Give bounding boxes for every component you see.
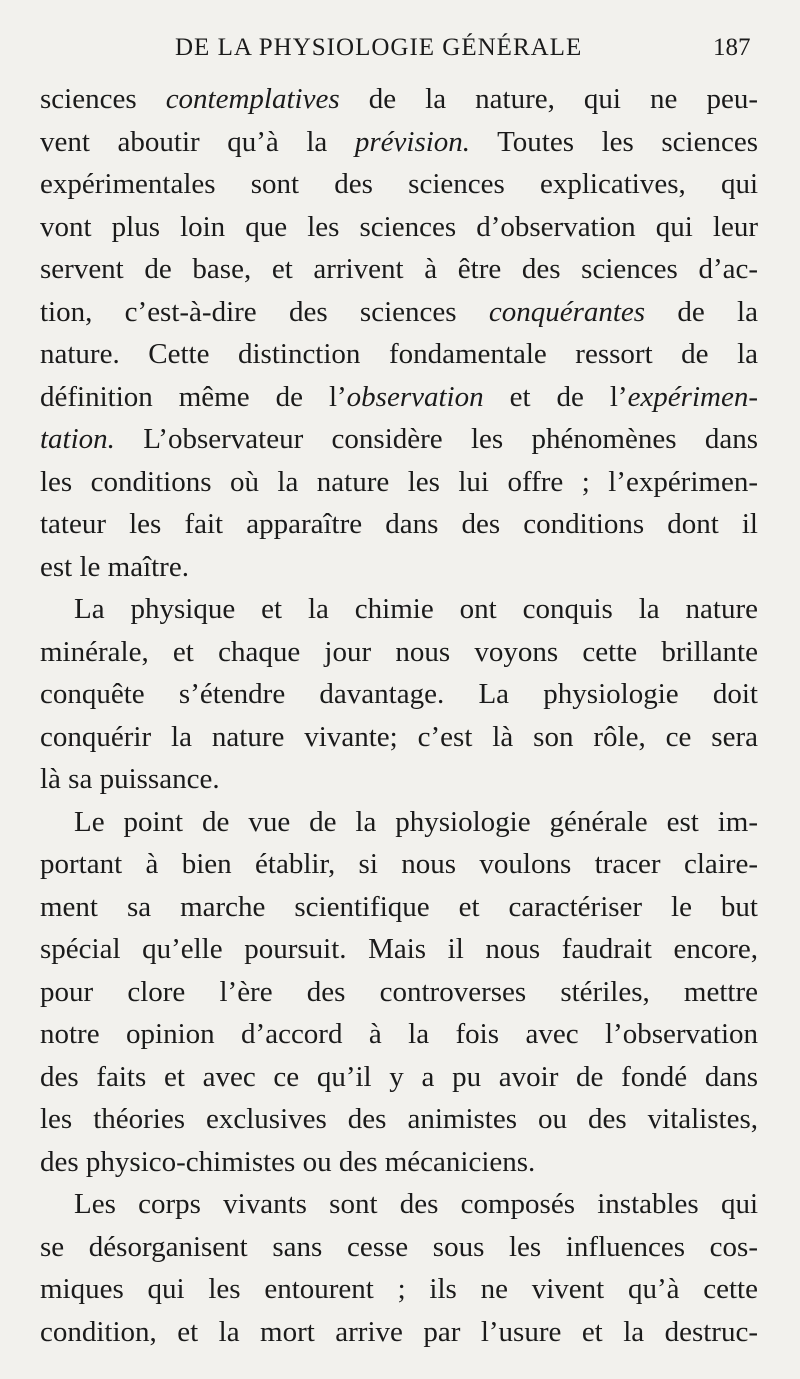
- paragraph: [40, 588, 758, 801]
- text-run: Les corps vivants sont des composés instables qui: [74, 1188, 758, 1220]
- text-run: sciences: [40, 83, 166, 115]
- text-line: [40, 418, 758, 461]
- text-run: conquête s’étendre davantage. La physiologie doit: [40, 678, 758, 710]
- text-run: vont plus loin que les sciences d’observation qui leur: [40, 210, 758, 243]
- text-run: servent de base, et arrivent à être des sciences d’ac-: [40, 253, 758, 285]
- text-line: [40, 1311, 758, 1354]
- text-run: de la: [645, 295, 758, 328]
- italic-run: expérimen-: [627, 380, 758, 413]
- text-line: [40, 1226, 758, 1269]
- text-line: [40, 928, 758, 971]
- text-run: définition même de l’: [40, 380, 347, 413]
- text-line: [40, 801, 758, 844]
- text-run: portant à bien établir, si nous voulons tracer claire-: [40, 848, 758, 880]
- running-head: [0, 30, 800, 70]
- text-run: ment sa marche scientifique et caractériser le but: [40, 890, 758, 923]
- running-title: DE LA PHYSIOLOGIE GÉNÉRALE: [175, 34, 583, 61]
- paragraph: [40, 1183, 758, 1353]
- text-run: tion, c’est-à-dire des sciences: [40, 295, 489, 328]
- text-run: de la nature, qui ne peu-: [339, 83, 758, 115]
- body-text: [40, 78, 758, 1353]
- text-run: condition, et la mort arrive par l’usure et la destruc-: [40, 1315, 758, 1348]
- text-line: [40, 206, 758, 249]
- italic-run: conquérantes: [488, 295, 646, 328]
- text-run: les théories exclusives des animistes ou des vitalistes,: [40, 1103, 758, 1135]
- italic-run: contemplatives: [165, 83, 340, 115]
- text-line: [40, 376, 758, 419]
- text-run: spécial qu’elle poursuit. Mais il nous faudrait encore,: [40, 933, 758, 965]
- text-line: [40, 546, 758, 589]
- text-line: [40, 1056, 758, 1099]
- text-run: les conditions où la nature les lui offre ; l’expérimen-: [40, 465, 758, 498]
- text-line: [40, 716, 758, 759]
- text-line: [40, 163, 758, 206]
- text-run: des physico-chimistes ou des mécaniciens.: [40, 1145, 536, 1178]
- text-run: nature. Cette distinction fondamentale ressort de la: [40, 338, 758, 370]
- text-line: [40, 1141, 758, 1184]
- text-line: [40, 1268, 758, 1311]
- text-line: [40, 333, 758, 376]
- text-line: [40, 843, 758, 886]
- text-line: [40, 886, 758, 929]
- text-line: [40, 248, 758, 291]
- text-run: se désorganisent sans cesse sous les influences cos-: [40, 1230, 758, 1263]
- text-run: et de l’: [483, 380, 628, 413]
- italic-run: tation.: [40, 423, 115, 455]
- text-run: miques qui les entourent ; ils ne vivent qu’à cette: [40, 1273, 758, 1305]
- text-line: [40, 1013, 758, 1056]
- text-run: Le point de vue de la physiologie générale est im-: [74, 805, 758, 838]
- paragraph: [40, 801, 758, 1184]
- text-line: [40, 758, 758, 801]
- text-run: conquérir la nature vivante; c’est là son rôle, ce sera: [40, 720, 758, 753]
- text-run: Toutes les sciences: [470, 125, 758, 158]
- text-line: [40, 1098, 758, 1141]
- text-run: minérale, et chaque jour nous voyons cette brillante: [40, 635, 758, 668]
- text-run: tateur les fait apparaître dans des conditions dont il: [40, 508, 758, 540]
- text-line: [40, 631, 758, 674]
- text-run: expérimentales sont des sciences explicatives, qui: [40, 168, 758, 200]
- text-run: notre opinion d’accord à la fois avec l’observation: [40, 1018, 758, 1050]
- text-line: [40, 1183, 758, 1226]
- text-run: La physique et la chimie ont conquis la nature: [74, 593, 758, 625]
- text-line: [40, 121, 758, 164]
- text-run: vent aboutir qu’à la: [40, 125, 355, 158]
- text-line: [40, 461, 758, 504]
- text-run: des faits et avec ce qu’il y a pu avoir de fondé dans: [40, 1060, 758, 1093]
- text-run: pour clore l’ère des controverses stériles, mettre: [40, 975, 758, 1008]
- text-line: [40, 588, 758, 631]
- italic-run: prévision.: [354, 125, 471, 158]
- text-line: [40, 503, 758, 546]
- text-line: [40, 78, 758, 121]
- italic-run: observation: [346, 380, 484, 413]
- text-run: là sa puissance.: [40, 763, 220, 795]
- page-number: 187: [713, 34, 751, 61]
- paragraph: [40, 78, 758, 588]
- text-line: [40, 971, 758, 1014]
- text-run: L’observateur considère les phénomènes dans: [114, 423, 758, 455]
- text-run: est le maître.: [40, 550, 189, 583]
- text-line: [40, 291, 758, 334]
- text-line: [40, 673, 758, 716]
